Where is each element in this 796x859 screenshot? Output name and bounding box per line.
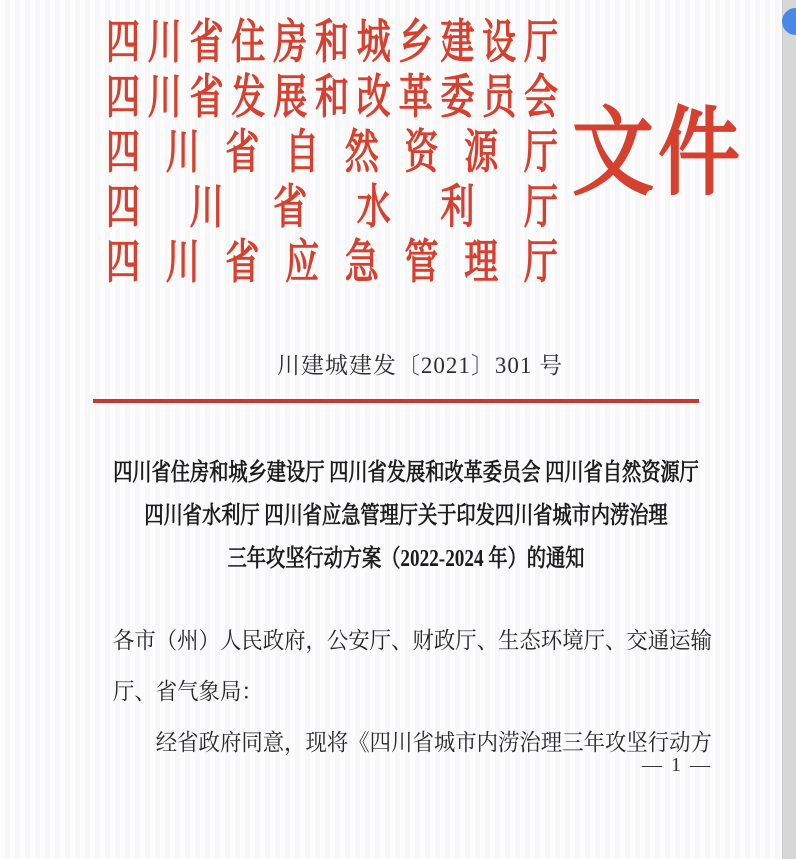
agency-name: 四 川 省 住 房 和 城 乡 建 设 厅	[106, 17, 558, 69]
salutation-line: 厅、省气象局：	[113, 679, 263, 704]
title-line: 三年攻坚行动方案（2022-2024 年）的通知	[227, 546, 585, 572]
salutation-line: 各市（州）人民政府，公安厅、财政厅、生态环境厅、交通运输	[113, 628, 712, 653]
agency-name: 四 川 省 水 利 厅	[106, 182, 558, 234]
paragraph-line: 经省政府同意，现将《四川省城市内涝治理三年攻坚行动方	[155, 730, 712, 755]
red-separator-line	[93, 399, 699, 403]
agency-name: 四 川 省 自 然 资 源 厅	[106, 127, 558, 179]
title-line: 四川省水利厅 四川省应急管理厅关于印发四川省城市内涝治理	[144, 503, 668, 529]
doc-type-label: 文件	[572, 100, 745, 208]
scrollbar-track[interactable]	[782, 0, 796, 859]
agency-name: 四 川 省 发 展 和 改 革 委 员 会	[106, 72, 558, 124]
document-title	[16, 452, 796, 581]
document-body	[113, 615, 753, 768]
agency-name: 四 川 省 应 急 管 理 厅	[106, 237, 558, 289]
issuing-agencies	[106, 16, 558, 291]
page-number: — 1 —	[642, 754, 712, 776]
doc-number: 川建城建发〔2021〕301 号	[276, 353, 564, 378]
title-line: 四川省住房和城乡建设厅 四川省发展和改革委员会 四川省自然资源厅	[113, 460, 699, 486]
